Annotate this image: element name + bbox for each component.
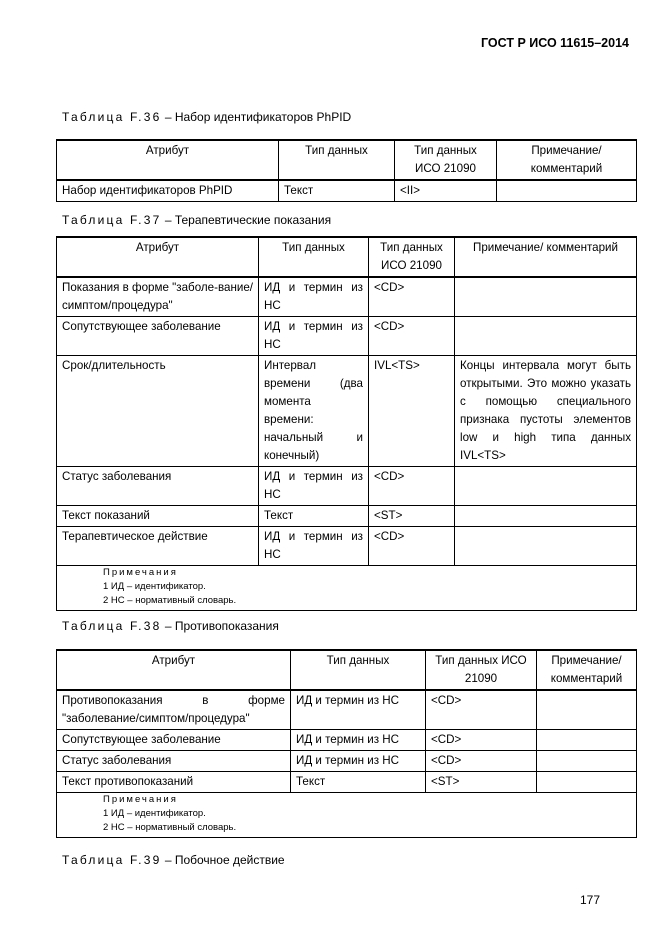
- table-cell: Текст: [279, 180, 395, 202]
- table-cell: Набор идентификаторов PhPID: [57, 180, 279, 202]
- table-cell: [455, 527, 637, 566]
- table-f36-title: – Набор идентификаторов PhPID: [164, 110, 352, 124]
- table-f39-caption: [62, 853, 285, 867]
- table-row: [57, 317, 637, 356]
- table-cell: <II>: [395, 180, 497, 202]
- table-f39-title: – Побочное действие: [164, 853, 285, 867]
- table-cell: ИД и термин из НС: [291, 730, 426, 751]
- col-header: Примечание/ комментарий: [537, 650, 637, 690]
- table-notes: [57, 793, 637, 838]
- table-cell: <CD>: [369, 277, 455, 317]
- table-cell: <CD>: [369, 317, 455, 356]
- table-row: [57, 180, 637, 202]
- table-cell: Текст показаний: [57, 506, 259, 527]
- col-header: Атрибут: [57, 650, 291, 690]
- col-header: Тип данных: [291, 650, 426, 690]
- table-cell: <CD>: [426, 751, 537, 772]
- table-header-row: [57, 237, 637, 277]
- table-row: [57, 527, 637, 566]
- table-cell: Статус заболевания: [57, 467, 259, 506]
- table-row: [57, 506, 637, 527]
- notes-title: Примечания: [103, 794, 178, 805]
- table-cell: [537, 772, 637, 793]
- table-cell: Сопутствующее заболевание: [57, 730, 291, 751]
- table-row: [57, 730, 637, 751]
- col-header: Тип данных ИСО 21090: [426, 650, 537, 690]
- table-row: [57, 356, 637, 467]
- table-cell: <ST>: [426, 772, 537, 793]
- notes-title: Примечания: [103, 567, 178, 578]
- table-notes: [57, 566, 637, 611]
- col-header: Примечание/ комментарий: [455, 237, 637, 277]
- table-cell: Терапевтическое действие: [57, 527, 259, 566]
- table-cell: Концы интервала могут быть открытыми. Это можно указать с помощью специального признака пустоты элементов low и high типа данных IVL<TS>: [455, 356, 637, 467]
- table-header-row: [57, 140, 637, 180]
- col-header: Тип данных ИСО 21090: [395, 140, 497, 180]
- table-row: [57, 751, 637, 772]
- table-cell: [455, 467, 637, 506]
- table-f36: [56, 139, 637, 202]
- col-header: Тип данных ИСО 21090: [369, 237, 455, 277]
- table-f38-label: Таблица F.38: [62, 619, 162, 633]
- table-f36-label: Таблица F.36: [62, 110, 162, 124]
- table-row: [57, 277, 637, 317]
- table-cell: Интервал времени (два момента времени: начальный и конечный): [259, 356, 369, 467]
- table-row: [57, 467, 637, 506]
- table-cell: [497, 180, 637, 202]
- table-f37-label: Таблица F.37: [62, 213, 162, 227]
- table-cell: Срок/длительность: [57, 356, 259, 467]
- table-cell: ИД и термин из НС: [259, 317, 369, 356]
- col-header: Атрибут: [57, 237, 259, 277]
- table-cell: Противопоказания в форме "заболевание/симптом/процедура": [57, 690, 291, 730]
- table-cell: <ST>: [369, 506, 455, 527]
- note-item: 1 ИД – идентификатор.: [103, 581, 206, 592]
- table-cell: ИД и термин из НС: [259, 467, 369, 506]
- table-cell: Сопутствующее заболевание: [57, 317, 259, 356]
- table-cell: [455, 317, 637, 356]
- table-cell: <CD>: [369, 527, 455, 566]
- table-row: [57, 690, 637, 730]
- table-notes-row: [57, 793, 637, 838]
- table-f37-caption: [62, 213, 331, 227]
- table-f39-label: Таблица F.39: [62, 853, 162, 867]
- table-cell: [537, 730, 637, 751]
- table-cell: Текст противопоказаний: [57, 772, 291, 793]
- document-header: ГОСТ Р ИСО 11615–2014: [480, 36, 629, 50]
- note-item: 2 НС – нормативный словарь.: [103, 595, 237, 606]
- note-item: 2 НС – нормативный словарь.: [103, 822, 237, 833]
- col-header: Тип данных: [279, 140, 395, 180]
- table-f38-title: – Противопоказания: [164, 619, 279, 633]
- table-cell: Статус заболевания: [57, 751, 291, 772]
- table-cell: [455, 506, 637, 527]
- col-header: Примечание/ комментарий: [497, 140, 637, 180]
- page-number: 177: [580, 893, 601, 907]
- table-f38-caption: [62, 619, 279, 633]
- table-cell: ИД и термин из НС: [291, 751, 426, 772]
- table-f37: [56, 236, 637, 611]
- col-header: Тип данных: [259, 237, 369, 277]
- table-cell: [537, 690, 637, 730]
- table-f36-caption: [62, 110, 351, 124]
- table-cell: <CD>: [426, 690, 537, 730]
- table-row: [57, 772, 637, 793]
- table-f38: [56, 649, 637, 838]
- table-notes-row: [57, 566, 637, 611]
- table-cell: <CD>: [369, 467, 455, 506]
- table-cell: ИД и термин из НС: [291, 690, 426, 730]
- table-cell: Текст: [291, 772, 426, 793]
- table-f37-title: – Терапевтические показания: [164, 213, 332, 227]
- table-cell: ИД и термин из НС: [259, 277, 369, 317]
- table-cell: Показания в форме "заболе-вание/симптом/процедура": [57, 277, 259, 317]
- table-cell: Текст: [259, 506, 369, 527]
- table-cell: IVL<TS>: [369, 356, 455, 467]
- note-item: 1 ИД – идентификатор.: [103, 808, 206, 819]
- table-cell: [455, 277, 637, 317]
- col-header: Атрибут: [57, 140, 279, 180]
- table-cell: <CD>: [426, 730, 537, 751]
- table-cell: ИД и термин из НС: [259, 527, 369, 566]
- table-header-row: [57, 650, 637, 690]
- table-cell: [537, 751, 637, 772]
